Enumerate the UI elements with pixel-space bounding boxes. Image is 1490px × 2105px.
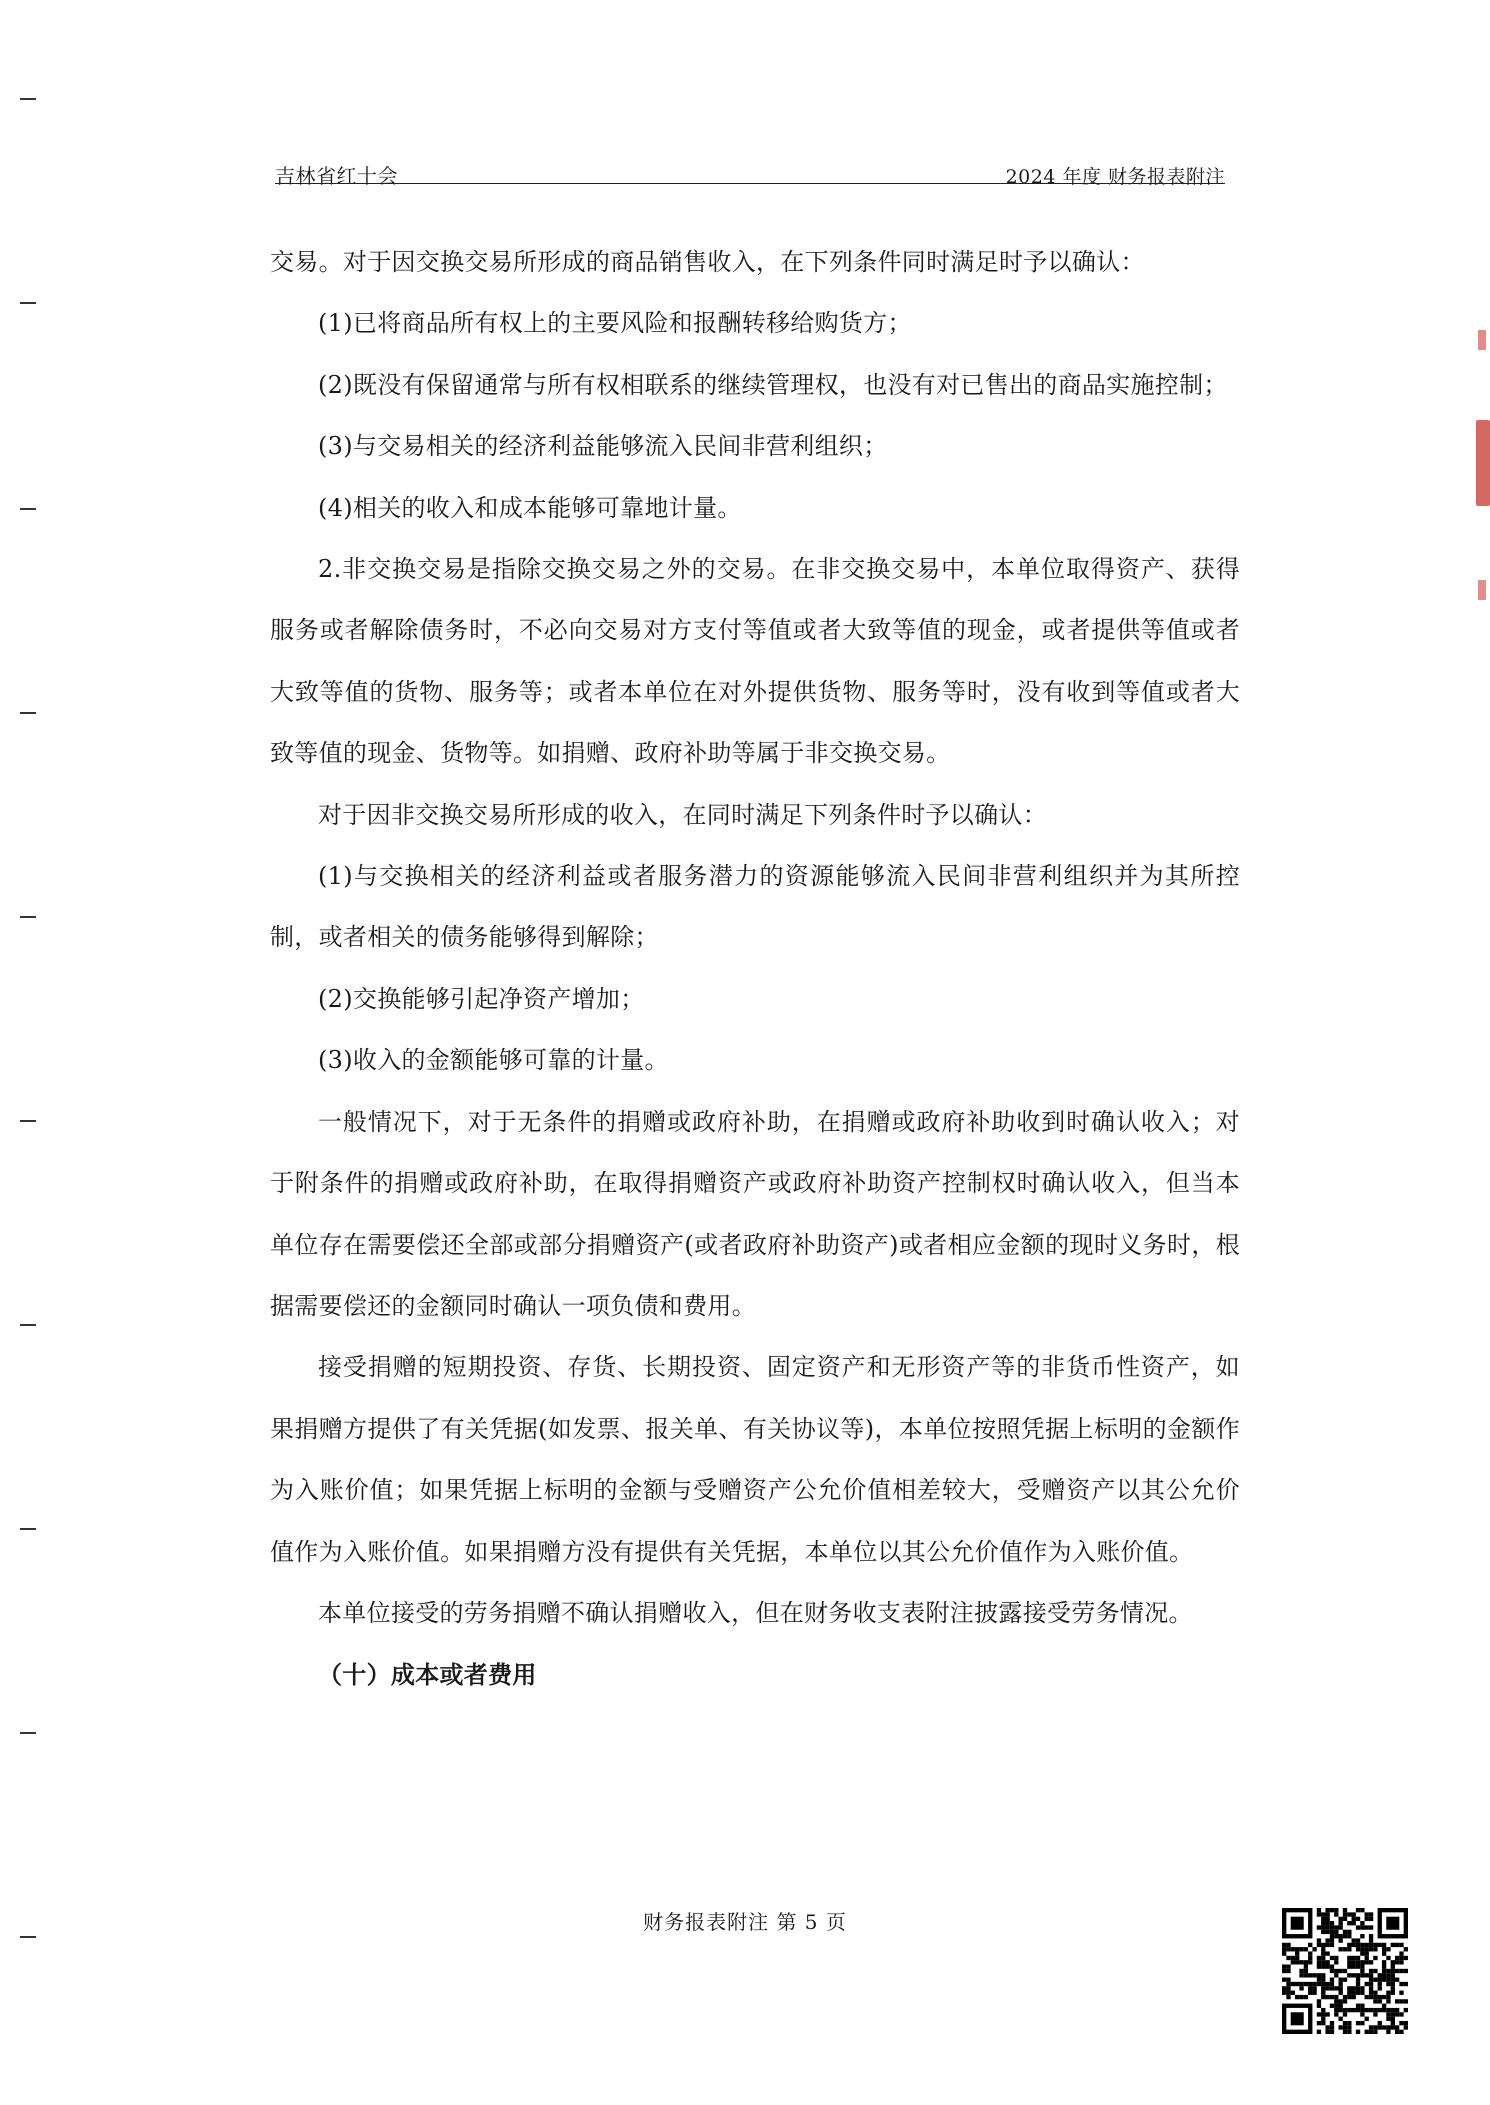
paragraph: (2)既没有保留通常与所有权相联系的继续管理权，也没有对已售出的商品实施控制；	[318, 370, 1228, 399]
stamp-fragment	[1478, 580, 1486, 600]
binding-mark	[20, 1936, 36, 1938]
binding-mark	[20, 1732, 36, 1734]
document-body	[270, 232, 1240, 1706]
binding-mark	[20, 916, 36, 918]
paragraph: 本单位接受的劳务捐赠不确认捐赠收入，但在财务收支表附注披露接受劳务情况。	[318, 1598, 1193, 1627]
paragraph: 2.非交换交易是指除交换交易之外的交易。在非交换交易中，本单位取得资产、获得服务或者解除债务时，不必向交易对方支付等值或者大致等值的现金，或者提供等值或者大致等值的货物、服务等；或者本单位在对外提供货物、服务等时，没有收到等值或者大致等值的现金、货物等。如捐赠、政府补助等属于非交换交易。	[270, 555, 1240, 768]
binding-mark	[20, 712, 36, 714]
report-title: 2024 年度 财务报表附注	[1005, 166, 1225, 188]
binding-mark	[20, 1528, 36, 1530]
stamp-fragment	[1476, 420, 1490, 506]
paragraph: (3)与交易相关的经济利益能够流入民间非营利组织；	[318, 432, 888, 461]
binding-mark	[20, 302, 36, 304]
paragraph: （十）成本或者费用	[318, 1660, 537, 1690]
paragraph: 对于因非交换交易所形成的收入，在同时满足下列条件时予以确认：	[318, 800, 1047, 829]
header-rule	[275, 183, 1225, 184]
organization-name: 吉林省红十会	[275, 164, 398, 188]
binding-mark	[20, 1120, 36, 1122]
paragraph: (1)已将商品所有权上的主要风险和报酬转移给购货方；	[318, 309, 912, 338]
stamp-fragment	[1478, 330, 1486, 350]
paragraph: (3)收入的金额能够可靠的计量。	[318, 1046, 669, 1075]
paragraph: (2)交换能够引起净资产增加；	[318, 984, 645, 1013]
paragraph: 接受捐赠的短期投资、存货、长期投资、固定资产和无形资产等的非货币性资产，如果捐赠方提供了有关凭据(如发票、报关单、有关协议等)，本单位按照凭据上标明的金额作为入账价值；如果凭据上标明的金额与受赠资产公允价值相差较大，受赠资产以其公允价值作为入账价值。如果捐赠方没有提供有关凭据，本单位以其公允价值作为入账价值。	[270, 1353, 1240, 1566]
paragraph: (1)与交换相关的经济利益或者服务潜力的资源能够流入民间非营利组织并为其所控制，或者相关的债务能够得到解除；	[270, 862, 1240, 952]
paragraph: 一般情况下，对于无条件的捐赠或政府补助，在捐赠或政府补助收到时确认收入；对于附条件的捐赠或政府补助，在取得捐赠资产或政府补助资产控制权时确认收入，但当本单位存在需要偿还全部或部分捐赠资产(或者政府补助资产)或者相应金额的现时义务时，根据需要偿还的金额同时确认一项负债和费用。	[270, 1107, 1240, 1320]
page-footer: 财务报表附注 第 5 页	[643, 1910, 847, 1934]
paragraph: 交易。对于因交换交易所形成的商品销售收入，在下列条件同时满足时予以确认：	[270, 248, 1145, 276]
binding-mark	[20, 1324, 36, 1326]
binding-mark	[20, 98, 36, 100]
qr-code-icon	[1282, 1908, 1408, 2034]
binding-mark	[20, 508, 36, 510]
paragraph: (4)相关的收入和成本能够可靠地计量。	[318, 493, 742, 522]
